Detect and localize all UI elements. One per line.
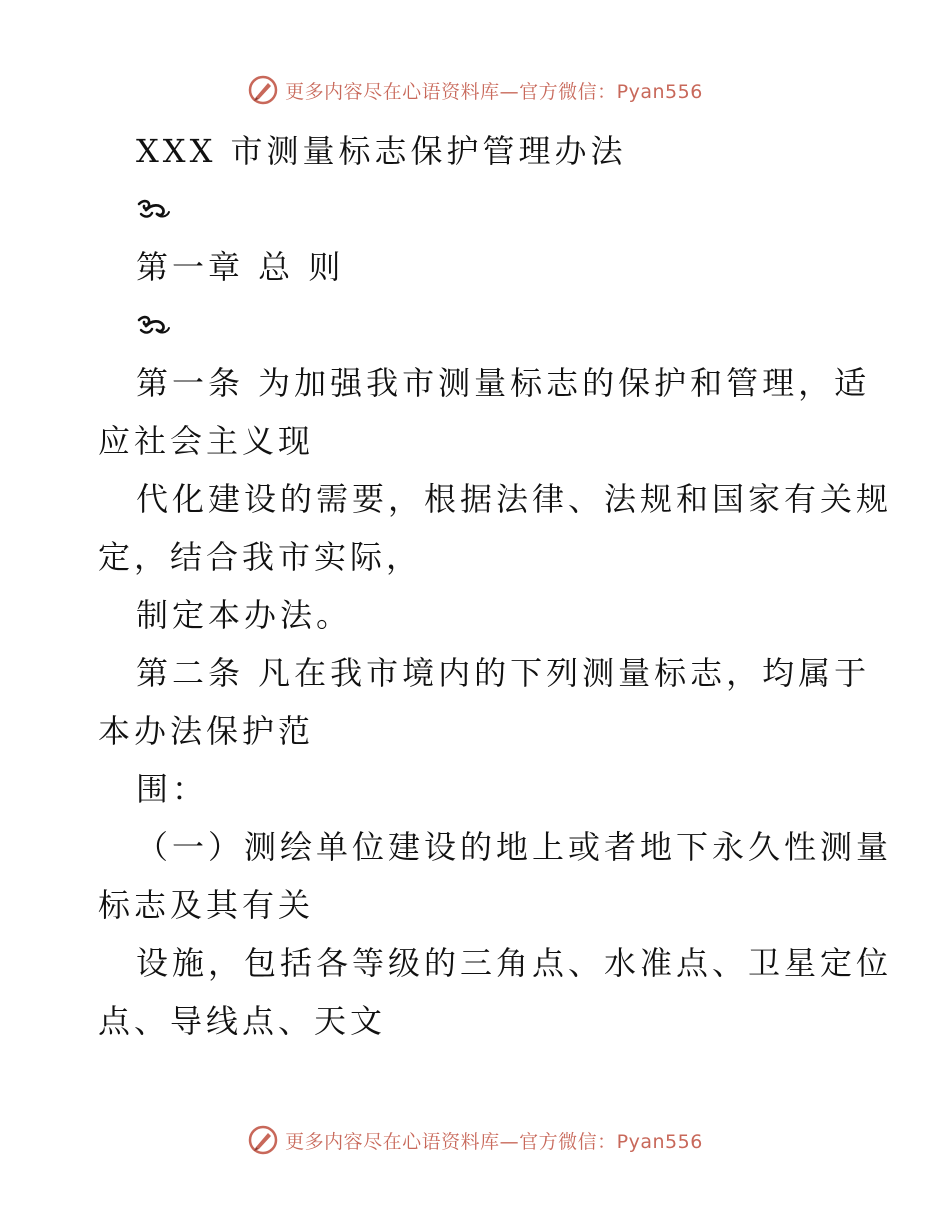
paragraph-line: 本办法保护范 bbox=[98, 712, 315, 750]
paragraph-line: 第一条 为加强我市测量标志的保护和管理，适 bbox=[136, 364, 871, 402]
chapter-heading: 第一章 总 则 bbox=[136, 248, 345, 286]
pen-logo-icon bbox=[247, 1124, 279, 1156]
paragraph-line: 应社会主义现 bbox=[98, 422, 315, 460]
paragraph-line: 设施，包括各等级的三角点、水准点、卫星定位 bbox=[136, 944, 893, 982]
header-watermark bbox=[0, 70, 950, 110]
fleuron-icon bbox=[98, 296, 858, 354]
paragraph-line: 代化建设的需要，根据法律、法规和国家有关规 bbox=[136, 480, 893, 518]
paragraph-line: （一）测绘单位建设的地上或者地下永久性测量 bbox=[136, 828, 893, 866]
paragraph-line: 定，结合我市实际， bbox=[98, 538, 423, 576]
paragraph-line: 点、导线点、天文 bbox=[98, 1002, 387, 1040]
footer-watermark bbox=[0, 1120, 950, 1160]
fleuron-icon bbox=[98, 180, 858, 238]
paragraph-line: 围： bbox=[136, 770, 209, 808]
document-title: XXX 市测量标志保护管理办法 bbox=[136, 132, 627, 170]
watermark-text: 更多内容尽在心语资料库—官方微信：Pyan556 bbox=[285, 80, 703, 103]
paragraph-line: 制定本办法。 bbox=[136, 596, 353, 634]
paragraph-line: 标志及其有关 bbox=[98, 886, 315, 924]
document-body bbox=[98, 122, 893, 1050]
watermark-text: 更多内容尽在心语资料库—官方微信：Pyan556 bbox=[285, 1130, 703, 1153]
pen-logo-icon bbox=[247, 74, 279, 106]
paragraph-line: 第二条 凡在我市境内的下列测量标志，均属于 bbox=[136, 654, 871, 692]
